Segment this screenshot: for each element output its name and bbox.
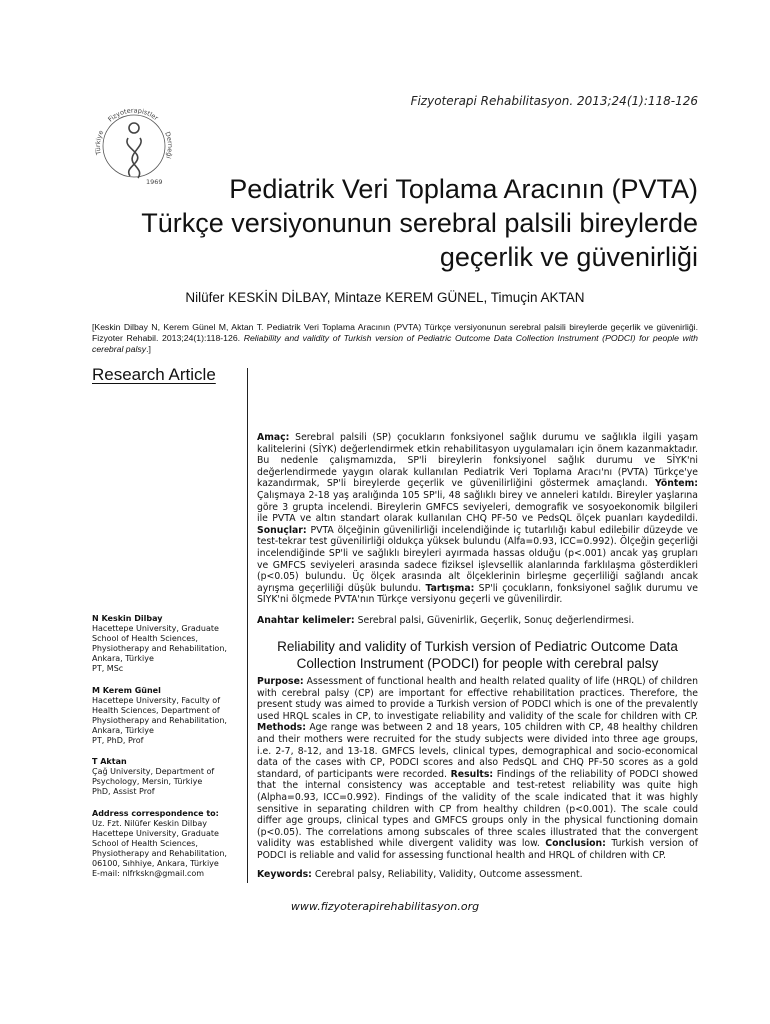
affiliation-keskin-dilbay bbox=[92, 614, 240, 674]
heading-yontem: Yöntem: bbox=[654, 478, 698, 490]
affiliation-line: Physiotherapy and Rehabilitation, bbox=[92, 849, 227, 858]
affiliation-email[interactable]: E-mail: nlfrkskn@gmail.com bbox=[92, 869, 205, 878]
address-correspondence bbox=[92, 809, 240, 879]
affiliation-line: School of Health Sciences, bbox=[92, 839, 198, 848]
english-title: Reliability and validity of Turkish version of Pediatric Outcome Data Collection Instrument (PODCI) for people with cerebral palsy bbox=[277, 639, 678, 671]
turkish-keywords bbox=[257, 615, 698, 627]
affiliation-line: PT, PhD, Prof bbox=[92, 736, 144, 745]
heading-purpose: Purpose: bbox=[257, 676, 304, 687]
abstract-tartisma-text: SP'li çocukların, fonksiyonel sağlık durumu ve SİYK'ni ölçmede PVTA'nın Türkçe versiyonu geçerli ve güvenilirdir. bbox=[257, 582, 699, 606]
abstract-amac-text: Serebral palsili (SP) çocukların fonksiyonel sağlık durumu ve sağlıkla ilgili yaşam kalitelerini (SİYK) değerlendirmek etkin rehabilitasyon uygulamaları için önem kazanmaktadır. Bu nedenle çalışmamızda, SP'li bireylerin fonksiyonel sağlık durumu ve SİYK'ni değerlendirmede yaygın olarak kullanılan Pediatrik Veri Toplama Aracı'nı (PVTA) Türkçe'ye kazandırmak, SP'li bireylerde geçerlik ve güvenilirliğini göstermek amaçlandı. bbox=[257, 432, 698, 490]
figure-emblem bbox=[127, 123, 141, 178]
affiliation-line: School of Health Sciences, bbox=[92, 634, 198, 643]
heading-tartisma: Tartışma: bbox=[425, 582, 475, 594]
english-keywords bbox=[257, 869, 698, 881]
affiliation-line: Hacettepe University, Faculty of bbox=[92, 696, 221, 705]
abstract-sonuclar-text: PVTA ölçeğinin güvenilirliği incelendiğinde iç tutarlılığı kabul edilebilir düzeyde ve test-tekrar test güvenilirliği oldukça yüksek bulundu (Alfa=0.93, ICC=0.992). Ölçeğin geçerliği incelendiğinde SP'li ve sağlıklı bireyleri ayırmada hassas olduğu (p<.001) ancak yaş grupları ve GMFCS seviyeleri arasında sadece fiziksel işlevsellik alanlarında farklılaşma gösterdikleri (p<0.05) bulundu. Üç ölçek arasında alt ölçeklerinin birleşme geçerliliği sağlandı ancak ayrışma geçerliliği düşük bulundu. bbox=[257, 524, 698, 594]
journal-website-link[interactable]: www.fizyoterapirehabilitasyon.org bbox=[290, 900, 480, 913]
title-line-1: Pediatrik Veri Toplama Aracının (PVTA) bbox=[229, 174, 698, 204]
title-line-3: geçerlik ve güvenirliği bbox=[439, 242, 698, 272]
keywords-en-text: Cerebral palsy, Reliability, Validity, Outcome assessment. bbox=[311, 869, 583, 880]
logo-ring-text-right: Derneği bbox=[163, 130, 175, 160]
affiliation-name: M Kerem Günel bbox=[92, 686, 161, 695]
affiliation-line: PT, MSc bbox=[92, 664, 124, 673]
how-to-cite bbox=[92, 322, 698, 355]
keywords-tr-label: Anahtar kelimeler: bbox=[257, 615, 355, 626]
abstract-conclusion-text: Turkish version of PODCI is reliable and valid for assessing functional health and HRQL of children with CP. bbox=[257, 838, 699, 861]
turkish-abstract bbox=[257, 432, 698, 606]
author-list: Nilüfer KESKİN DİLBAY, Mintaze KEREM GÜNEL, Timuçin AKTAN bbox=[185, 290, 585, 305]
logo-year: 1969 bbox=[146, 178, 163, 186]
affiliation-name: T Aktan bbox=[92, 757, 127, 766]
citation-text: [Keskin Dilbay N, Kerem Günel M, Aktan T. Pediatrik Veri Toplama Aracının (PVTA) Türkçe versiyonunun serebral palsili bireylerde geçerlik ve güvenirliği. Fizyoter Rehabil. 2013;24(1):118-126. bbox=[92, 322, 698, 343]
heading-amac: Amaç: bbox=[257, 432, 290, 443]
affiliation-line: Uz. Fzt. Nilüfer Keskin Dilbay bbox=[92, 819, 207, 828]
english-abstract bbox=[257, 676, 698, 862]
affiliation-aktan bbox=[92, 757, 240, 797]
abstract-yontem-text: Çalışmaya 2-18 yaş aralığında 105 SP'li, 48 sağlıklı birey ve anneleri katıldı. Bireyler yaşlarına göre 3 grupta incelendi. Bireylerin GMFCS seviyeleri, demografik ve sosyoekonomik bilgileri ile PVTA ve altın standart olarak kullanılan CHQ PF-50 ve PedsQL ölçek puanları kaydedildi. bbox=[257, 489, 698, 525]
affiliation-line: Health Sciences, Department of bbox=[92, 706, 220, 715]
section-label: Research Article bbox=[92, 365, 216, 384]
logo-ring-text-left: Türkiye bbox=[93, 129, 106, 156]
affiliation-line: Hacettepe University, Graduate bbox=[92, 829, 219, 838]
column-divider bbox=[247, 368, 248, 883]
article-title bbox=[98, 172, 698, 274]
affiliation-line: Psychology, Mersin, Türkiye bbox=[92, 777, 203, 786]
heading-sonuclar: Sonuçlar: bbox=[257, 524, 307, 536]
journal-citation-header: Fizyoterapi Rehabilitasyon. 2013;24(1):118-126 bbox=[410, 94, 698, 108]
affiliation-name: Address correspondence to: bbox=[92, 809, 219, 818]
abstract-results-text: Findings of the reliability of PODCI showed that the internal consistency was acceptable and test-retest reliability was quite high (Alpha=0.93, ICC=0.992). Findings of the validity of the scale indicated that it was highly sensitive in separating children with CP from healthy children (p<0.001). The scale could differ age groups, clinical types and GMFCS groups only in the physical functioning domain (p<0.05). The correlations among subscales of three scales illustrated that the convergent validity was established while divergent validity was low. bbox=[257, 768, 698, 850]
affiliation-kerem-gunel bbox=[92, 686, 240, 746]
abstract-methods-text: Age range was between 2 and 18 years, 105 children with CP, 48 healthy children and their mothers were recruited for the study subjects were divided into three age groups, i.e. 2-7, 8-12, and 13-18. GMFCS levels, clinical types, demographical and socio-economical data of the cases with CP, PODCI scores and also PedsQL and CHQ PF-50 scores as a gold standard, of participants were recorded. bbox=[257, 722, 698, 780]
affiliation-line: 06100, Sıhhiye, Ankara, Türkiye bbox=[92, 859, 219, 868]
affiliation-line: Physiotherapy and Rehabilitation, bbox=[92, 644, 227, 653]
abstract-purpose-text: Assessment of functional health and health related quality of life (HRQL) of children with cerebral palsy (CP) are important for effective rehabilitation practices. Therefore, the present study was aimed to provide a Turkish version of PODCI which is one of the prevalently used HRQL scales in CP, to investigate reliability and validity of the scale for children with CP. bbox=[257, 676, 698, 722]
affiliation-name: N Keskin Dilbay bbox=[92, 614, 163, 623]
affiliation-line: Physiotherapy and Rehabilitation, bbox=[92, 716, 227, 725]
affiliation-line: PhD, Assist Prof bbox=[92, 787, 155, 796]
heading-conclusion: Conclusion: bbox=[545, 838, 606, 850]
heading-results: Results: bbox=[450, 768, 494, 780]
heading-methods: Methods: bbox=[257, 722, 306, 734]
citation-end: .] bbox=[146, 344, 151, 354]
affiliation-line: Hacettepe University, Graduate bbox=[92, 624, 219, 633]
keywords-en-label: Keywords: bbox=[257, 869, 312, 880]
affiliation-line: Ankara, Türkiye bbox=[92, 726, 154, 735]
citation-english-title: Reliability and validity of Turkish version of Pediatric Outcome Data Collection Instrument (PODCI) for people with cerebral palsy bbox=[92, 333, 698, 354]
affiliation-line: Çağ University, Department of bbox=[92, 767, 215, 776]
logo-ring-text-top: Fizyoterapistler bbox=[106, 106, 160, 124]
title-line-2: Türkçe versiyonunun serebral palsili bireylerde bbox=[141, 208, 698, 238]
affiliation-line: Ankara, Türkiye bbox=[92, 654, 154, 663]
keywords-tr-text: Serebral palsi, Güvenirlik, Geçerlik, Sonuç değerlendirmesi. bbox=[354, 615, 635, 626]
